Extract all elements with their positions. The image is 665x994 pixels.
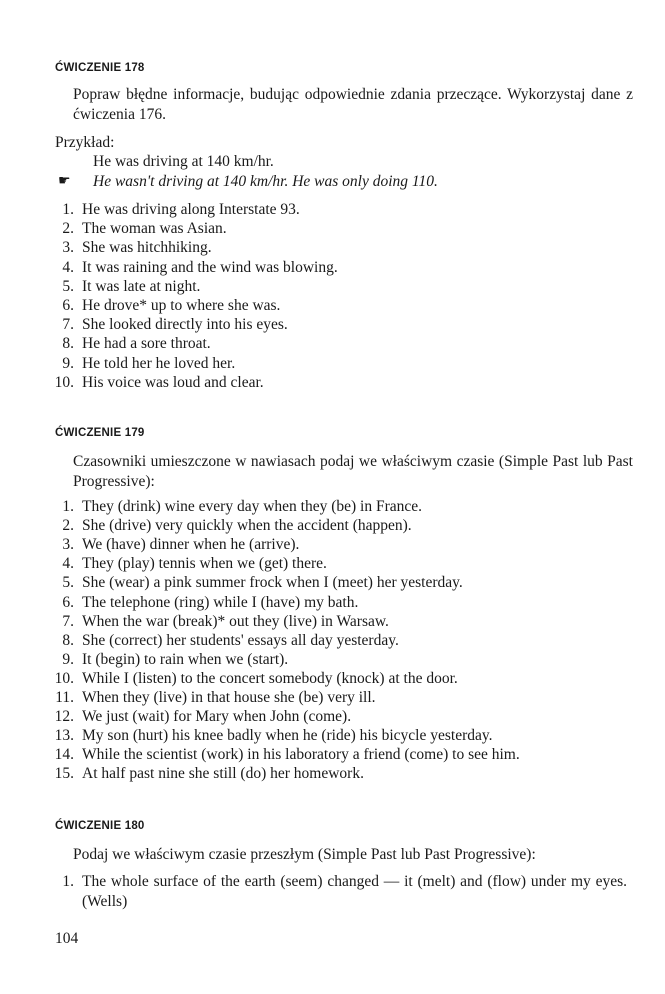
item-text: When they (live) in that house she (be) very ill. xyxy=(82,689,376,706)
item-text: It (begin) to rain when we (start). xyxy=(82,650,289,668)
item-number: 1. xyxy=(62,201,74,218)
exercise-180-heading: ĆWICZENIE 180 xyxy=(55,820,145,832)
item-number: 5. xyxy=(62,277,74,295)
item-number: 1. xyxy=(62,498,74,515)
item-text: While the scientist (work) in his laboratory a friend (come) to see him. xyxy=(82,746,520,764)
item-text: She was hitchhiking. xyxy=(82,239,212,257)
item-number: 9. xyxy=(62,650,74,668)
item-number: 1. xyxy=(62,873,74,890)
item-text: My son (hurt) his knee badly when he (ride) his bicycle yesterday. xyxy=(82,727,493,745)
item-text: At half past nine she still (do) her homework. xyxy=(82,765,364,783)
item-text: His voice was loud and clear. xyxy=(82,373,264,391)
exercise-178-heading: ĆWICZENIE 178 xyxy=(55,62,145,74)
item-text: She (wear) a pink summer frock when I (meet) her yesterday. xyxy=(82,574,463,592)
item-text: We just (wait) for Mary when John (come). xyxy=(82,708,352,726)
item-number: 10. xyxy=(54,373,74,391)
example-sentence: He was driving at 140 km/hr. xyxy=(93,153,274,170)
item-text: He was driving along Interstate 93. xyxy=(82,201,300,218)
item-number: 6. xyxy=(62,593,74,611)
item-number: 2. xyxy=(62,220,74,238)
item-text: He told her he loved her. xyxy=(82,354,236,372)
exercise-178-instruction: Popraw błędne informacje, budując odpowiednie zdania przeczące. Wykorzystaj dane z ćwiczenia 176. xyxy=(73,86,633,123)
item-number: 4. xyxy=(62,258,74,276)
item-number: 7. xyxy=(62,316,74,334)
item-text: The whole surface of the earth (seem) changed — it (melt) and (flow) under my eyes. (Wells) xyxy=(82,873,627,910)
item-text: The telephone (ring) while I (have) my bath. xyxy=(82,593,359,611)
item-number: 7. xyxy=(62,612,74,630)
item-number: 15. xyxy=(54,765,74,783)
item-number: 8. xyxy=(62,631,74,649)
item-text: It was late at night. xyxy=(82,277,201,295)
item-text: They (play) tennis when we (get) there. xyxy=(82,555,327,573)
item-number: 6. xyxy=(62,297,74,314)
item-number: 3. xyxy=(62,536,74,554)
example-answer: He wasn't driving at 140 km/hr. He was only doing 110. xyxy=(93,173,438,190)
item-text: It was raining and the wind was blowing. xyxy=(82,258,338,276)
item-number: 8. xyxy=(62,335,74,353)
item-number: 2. xyxy=(62,517,74,535)
item-text: We (have) dinner when he (arrive). xyxy=(82,536,300,554)
item-text: They (drink) wine every day when they (be) in France. xyxy=(82,498,423,515)
item-number: 5. xyxy=(62,574,74,592)
item-text: The woman was Asian. xyxy=(82,220,227,238)
item-number: 13. xyxy=(54,727,74,745)
item-text: When the war (break)* out they (live) in Warsaw. xyxy=(82,612,389,630)
item-text: While I (listen) to the concert somebody (knock) at the door. xyxy=(82,669,458,687)
exercise-179-instruction: Czasowniki umieszczone w nawiasach podaj we właściwym czasie (Simple Past lub Past Progressive): xyxy=(73,453,633,490)
item-text: She looked directly into his eyes. xyxy=(82,316,288,334)
item-number: 14. xyxy=(54,746,74,764)
item-text: He had a sore throat. xyxy=(82,335,211,353)
item-number: 10. xyxy=(54,669,74,687)
page-number: 104 xyxy=(55,930,79,947)
exercise-179-heading: ĆWICZENIE 179 xyxy=(55,427,145,439)
item-text: He drove* up to where she was. xyxy=(82,297,281,314)
exercise-180-instruction: Podaj we właściwym czasie przeszłym (Simple Past lub Past Progressive): xyxy=(73,846,536,863)
example-label: Przykład: xyxy=(55,134,115,151)
item-number: 11. xyxy=(55,689,74,706)
item-text: She (correct) her students' essays all day yesterday. xyxy=(82,631,399,649)
item-number: 9. xyxy=(62,354,74,372)
pointing-hand-icon: ☛ xyxy=(58,174,71,189)
item-text: She (drive) very quickly when the accident (happen). xyxy=(82,517,412,535)
item-number: 3. xyxy=(62,239,74,257)
item-number: 12. xyxy=(54,708,74,726)
item-number: 4. xyxy=(62,555,74,573)
